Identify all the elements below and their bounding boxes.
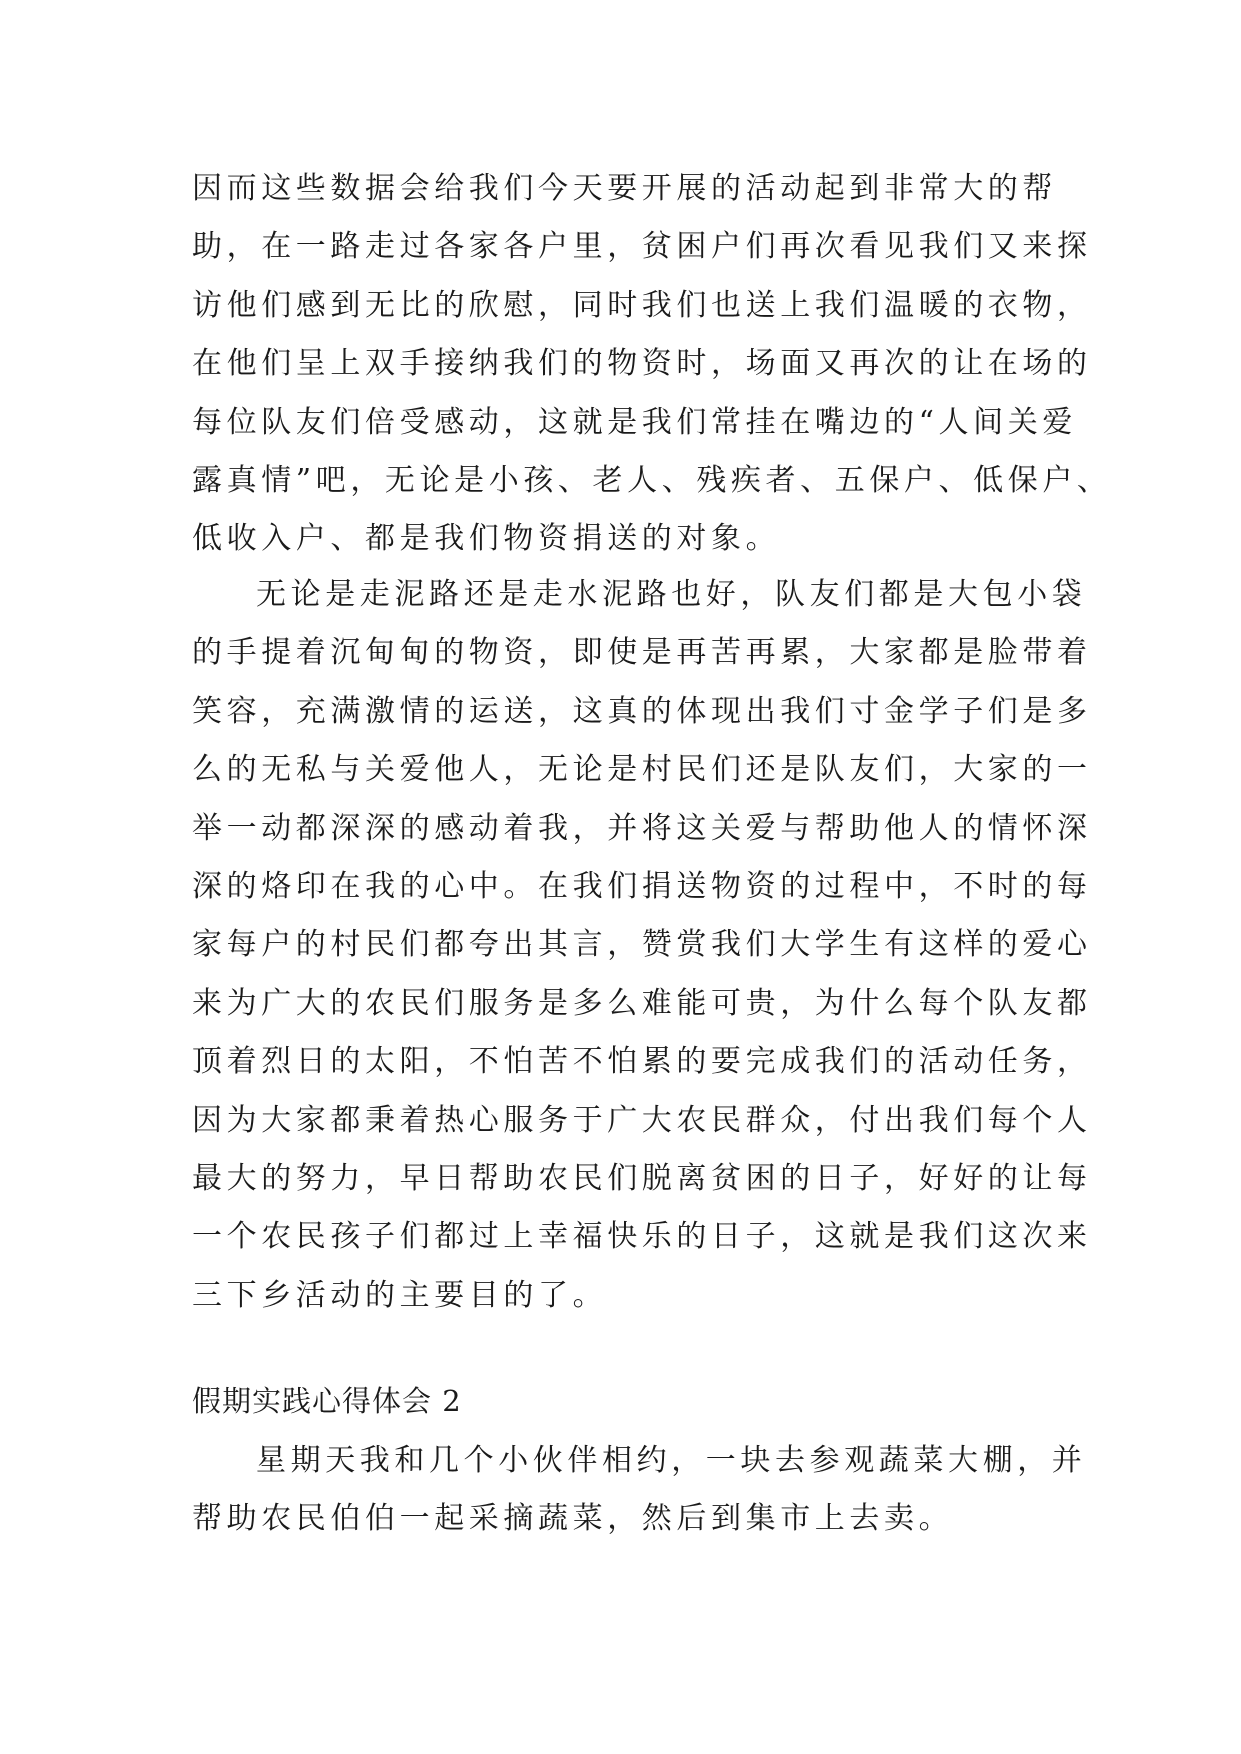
paragraph-line: 在他们呈上双手接纳我们的物资时，场面又再次的让在场的 — [192, 346, 1092, 382]
paragraph-line: 的手提着沉甸甸的物资，即使是再苦再累，大家都是脸带着 — [192, 635, 1092, 671]
paragraph-line: 低收入户、都是我们物资捐送的对象。 — [192, 521, 781, 557]
paragraph-line: 因为大家都秉着热心服务于广大农民群众，付出我们每个人 — [192, 1102, 1092, 1138]
paragraph-line: 访他们感到无比的欣慰，同时我们也送上我们温暖的衣物， — [192, 287, 1092, 323]
paragraph-line: 助，在一路走过各家各户里，贫困户们再次看见我们又来探 — [192, 229, 1092, 265]
paragraph-line: 最大的努力，早日帮助农民们脱离贫困的日子，好好的让每 — [192, 1160, 1092, 1196]
paragraph-line: 无论是走泥路还是走水泥路也好，队友们都是大包小袋 — [256, 577, 1087, 612]
paragraph-line: 笑容，充满激情的运送，这真的体现出我们寸金学子们是多 — [192, 693, 1092, 729]
paragraph-line: 一个农民孩子们都过上幸福快乐的日子，这就是我们这次来 — [192, 1219, 1092, 1255]
paragraph-line: 露真情”吧，无论是小孩、老人、残疾者、五保户、低保户、 — [192, 462, 1112, 498]
paragraph-line: 顶着烈日的太阳，不怕苦不怕累的要完成我们的活动任务， — [192, 1044, 1092, 1080]
paragraph-line: 深的烙印在我的心中。在我们捐送物资的过程中，不时的每 — [192, 868, 1092, 904]
paragraph-2 — [192, 566, 1092, 1383]
paragraph-3 — [192, 1432, 1087, 1549]
paragraph-line: 因而这些数据会给我们今天要开展的活动起到非常大的帮 — [192, 171, 1057, 206]
paragraph-line: 么的无私与关爱他人，无论是村民们还是队友们，大家的一 — [192, 752, 1092, 788]
paragraph-line: 家每户的村民们都夸出其言，赞赏我们大学生有这样的爱心 — [192, 927, 1092, 963]
paragraph-line: 帮助农民伯伯一起采摘蔬菜，然后到集市上去卖。 — [192, 1501, 954, 1537]
section-heading: 假期实践心得体会 2 — [192, 1384, 462, 1418]
paragraph-line: 三下乡活动的主要目的了。 — [192, 1277, 608, 1313]
paragraph-line: 星期天我和几个小伙伴相约，一块去参观蔬菜大棚，并 — [256, 1443, 1087, 1478]
paragraph-line: 来为广大的农民们服务是多么难能可贵，为什么每个队友都 — [192, 985, 1092, 1021]
paragraph-1 — [192, 160, 1112, 569]
paragraph-line: 举一动都深深的感动着我，并将这关爱与帮助他人的情怀深 — [192, 810, 1092, 846]
paragraph-line: 每位队友们倍受感动，这就是我们常挂在嘴边的“人间关爱 — [192, 404, 1077, 440]
